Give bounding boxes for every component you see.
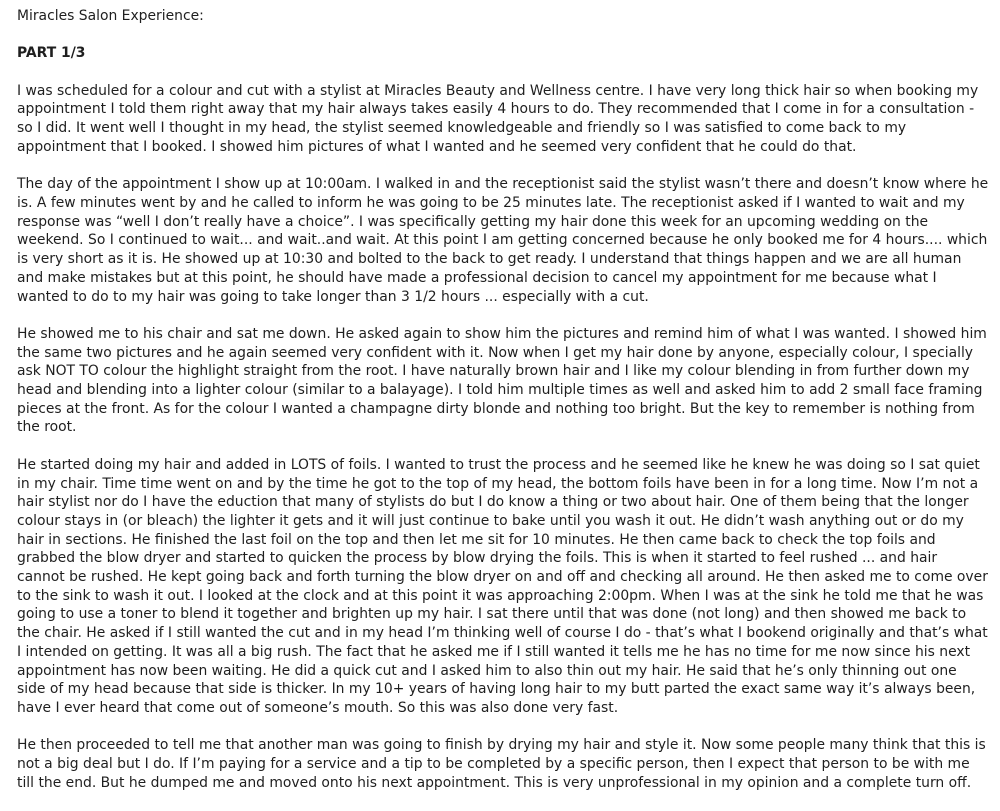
paragraph-3: He showed me to his chair and sat me down. He asked again to show him the pictures and remind him of what I was wanted. I showed him the same two pictures and he again seemed very confident with it. Now when I get my hair done by anyone, especially colour, I specially ask NOT TO colour the highlight straight from the root. I have naturally brown hair and I like my colour blending in from further down my head and blending into a lighter colour (similar to a balayage). I told him multiple times as well and asked him to add 2 small face framing pieces at the front. As for the colour I wanted a champagne dirty blonde and nothing too bright. But the key to remember is nothing from the root.	[17, 325, 987, 436]
paragraph-4: He started doing my hair and added in LOTS of foils. I wanted to trust the process and he seemed like he knew he was doing so I sat quiet in my chair. Time time went on and by the time he got to the top of my head, the bottom foils have been in for a long time. Now I’m not a hair stylist nor do I have the eduction that many of stylists do but I do know a thing or two about hair. One of them being that the longer colour stays in (or bleach) the lighter it gets and it will just continue to bake until you wash it out. He didn’t wash anything out or do my hair in sections. He finished the last foil on the top and then let me sit for 10 minutes. He then came back to check the top foils and grabbed the blow dryer and started to quicken the process by blow drying the foils. This is when it started to feel rushed ... and hair cannot be rushed. He kept going back and forth turning the blow dryer on and off and checking all around. He then asked me to come over to the sink to wash it out. I looked at the clock and at this point it was approaching 2:00pm. When I was at the sink he told me that he was going to use a toner to blend it together and brighten up my hair. I sat there until that was done (not long) and then showed me back to the chair. He asked if I still wanted the cut and in my head I’m thinking well of course I do - that’s what I bookend originally and that’s what I intended on getting. It was all a big rush. The fact that he asked me if I still wanted it tells me he has no time for me now since his next appointment has now been waiting. He did a quick cut and I asked him to also thin out my hair. He said that he’s only thinning out one side of my head because that side is thicker. In my 10+ years of having long hair to my butt parted the exact same way it’s always been, have I ever heard that come out of someone’s mouth. So this was also done very fast.	[17, 456, 988, 716]
paragraph-2: The day of the appointment I show up at 10:00am. I walked in and the receptionist said the stylist wasn’t there and doesn’t know where he is. A few minutes went by and he called to inform he was going to be 25 minutes late. The receptionist asked if I wanted to wait and my response was “well I don’t really have a choice”. I was specifically getting my hair done this week for an upcoming wedding on the weekend. So I continued to wait... and wait..and wait. At this point I am getting concerned because he only booked me for 4 hours.... which is very short as it is. He showed up at 10:30 and bolted to the back to get ready. I understand that things happen and we are all human and make mistakes but at this point, he should have made a professional decision to cancel my appointment for me because what I wanted to do to my hair was going to take longer than 3 1/2 hours ... especially with a cut.	[17, 176, 989, 305]
document-title: Miracles Salon Experience:	[17, 8, 204, 24]
document-body	[17, 7, 989, 811]
paragraph-1: I was scheduled for a colour and cut with a stylist at Miracles Beauty and Wellness centre. I have very long thick hair so when booking my appointment I told them right away that my hair always takes easily 4 hours to do. They recommended that I come in for a consultation - so I did. It went well I thought in my head, the stylist seemed knowledgeable and friendly so I was satisfied to come back to my appointment that I booked. I showed him pictures of what I wanted and he seemed very confident that he could do that.	[17, 82, 979, 155]
part-heading: PART 1/3	[17, 45, 86, 62]
paragraph-5: He then proceeded to tell me that another man was going to finish by drying my hair and style it. Now some people many think that this is not a big deal but I do. If I’m paying for a service and a tip to be completed by a specific person, then I expect that person to be with me till the end. But he dumped me and moved onto his next appointment. This is very unprofessional in my opinion and a complete turn off.	[17, 737, 986, 791]
